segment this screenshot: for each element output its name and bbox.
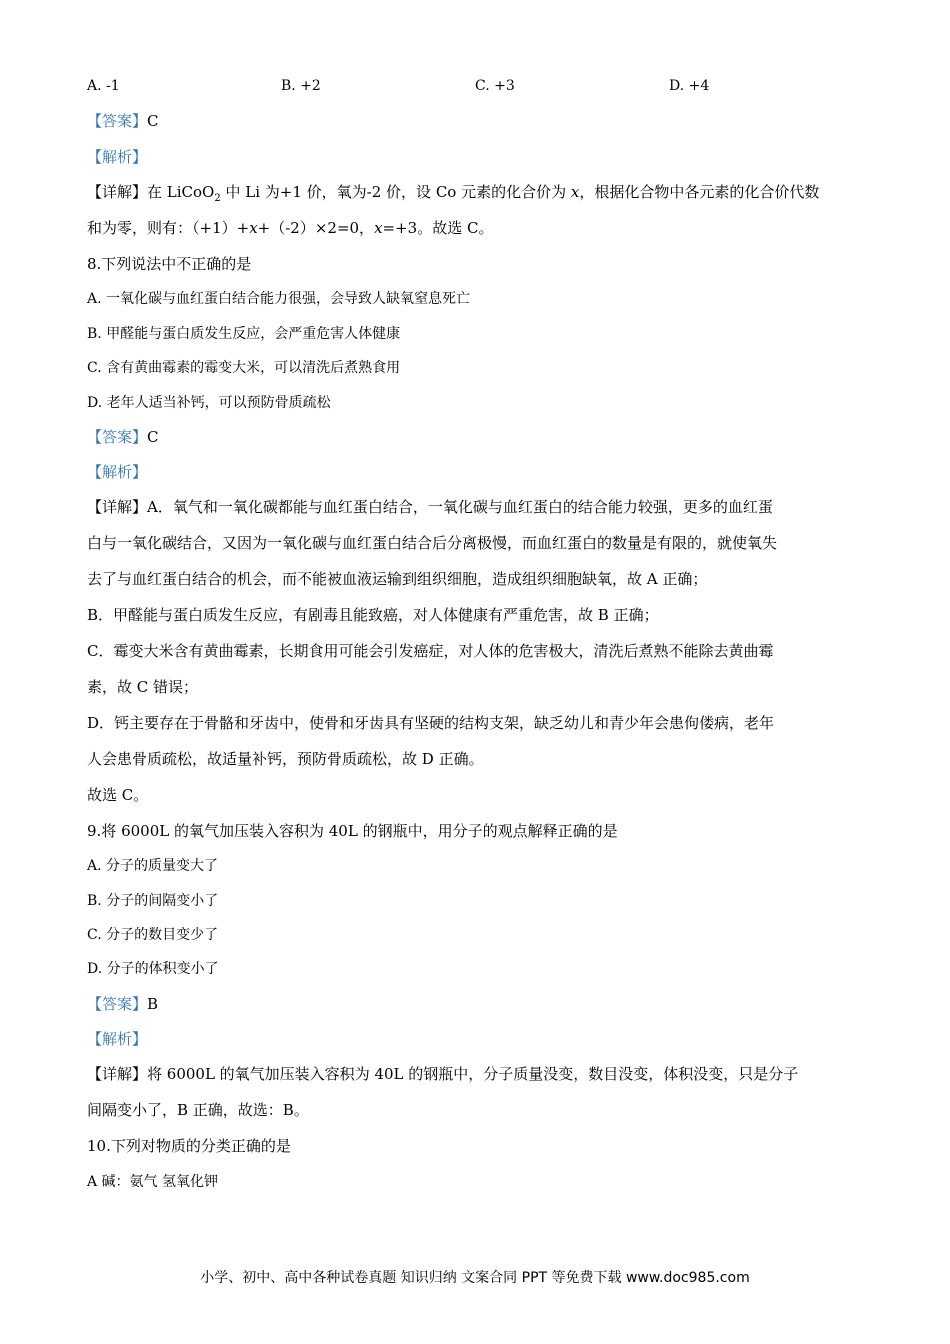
detail-text: 将 6000L 的氧气加压装入容积为 40L 的钢瓶中，分子质量没变，数目没变，体积没变，只是分子 xyxy=(147,1065,799,1083)
q8-detail-line-1 xyxy=(87,497,773,517)
q8-detail-line-5: C．霉变大米含有黄曲霉素，长期食用可能会引发癌症，对人体的危害极大，清洗后煮熟不能除去黄曲霉 xyxy=(87,642,774,660)
q8-conclusion: 故选 C。 xyxy=(87,786,149,804)
q7-choice-c: C. +3 xyxy=(475,78,515,94)
q8-detail-line-4: B．甲醛能与蛋白质发生反应，有剧毒且能致癌，对人体健康有严重危害，故 B 正确； xyxy=(87,606,659,624)
q8-option-c: C. 含有黄曲霉素的霉变大米，可以清洗后煮熟食用 xyxy=(87,360,401,376)
q8-detail-line-3: 去了与血红蛋白结合的机会，而不能被血液运输到组织细胞，造成组织细胞缺氧，故 A 正确； xyxy=(87,570,708,588)
detail-text: 中 Li 为+1 价，氧为-2 价，设 Co 元素的化合价为 xyxy=(220,183,571,201)
q9-detail-line-1 xyxy=(87,1064,798,1084)
detail-tag: 【详解】 xyxy=(87,183,148,201)
variable-x: x xyxy=(249,219,258,237)
q7-analysis-tag: 【解析】 xyxy=(87,148,148,166)
q8-option-d: D. 老年人适当补钙，可以预防骨质疏松 xyxy=(87,395,331,411)
q9-option-c: C. 分子的数目变少了 xyxy=(87,927,219,943)
q10-stem: 10.下列对物质的分类正确的是 xyxy=(87,1137,291,1155)
q9-answer xyxy=(87,994,158,1014)
detail-text: =+3。故选 C。 xyxy=(382,219,494,237)
answer-value: B xyxy=(147,995,159,1013)
answer-tag: 【答案】 xyxy=(87,112,148,130)
page-footer: 小学、初中、高中各种试卷真题 知识归纳 文案合同 PPT 等免费下载 www.doc985.com xyxy=(200,1270,750,1286)
q8-answer xyxy=(87,427,159,447)
q9-detail-line-2: 间隔变小了，B 正确，故选：B。 xyxy=(87,1101,309,1119)
q9-option-b: B. 分子的间隔变小了 xyxy=(87,893,219,909)
answer-value: C xyxy=(147,112,159,130)
q8-analysis-tag: 【解析】 xyxy=(87,463,148,481)
detail-text: A．氧气和一氧化碳都能与血红蛋白结合，一氧化碳与血红蛋白的结合能力较强，更多的血红蛋 xyxy=(147,498,773,516)
variable-x: x xyxy=(374,219,383,237)
q8-detail-line-6: 素，故 C 错误； xyxy=(87,678,199,696)
q8-option-a: A. 一氧化碳与血红蛋白结合能力很强，会导致人缺氧窒息死亡 xyxy=(87,291,471,307)
q7-choice-d: D. +4 xyxy=(669,78,710,94)
q8-option-b: B. 甲醛能与蛋白质发生反应，会严重危害人体健康 xyxy=(87,326,401,342)
q7-choice-b: B. +2 xyxy=(281,78,321,94)
q7-detail-line-1 xyxy=(87,182,819,209)
q8-stem: 8.下列说法中不正确的是 xyxy=(87,255,252,273)
detail-text: +（-2）×2=0， xyxy=(257,219,375,237)
q9-option-a: A. 分子的质量变大了 xyxy=(87,858,219,874)
q7-detail-line-2 xyxy=(87,218,493,238)
answer-tag: 【答案】 xyxy=(87,428,148,446)
answer-tag: 【答案】 xyxy=(87,995,148,1013)
q8-detail-line-8: 人会患骨质疏松，故适量补钙，预防骨质疏松，故 D 正确。 xyxy=(87,750,484,768)
q9-stem: 9.将 6000L 的氧气加压装入容积为 40L 的钢瓶中，用分子的观点解释正确的是 xyxy=(87,822,618,840)
answer-value: C xyxy=(147,428,159,446)
q9-option-d: D. 分子的体积变小了 xyxy=(87,961,219,977)
q8-detail-line-7: D．钙主要存在于骨骼和牙齿中，使骨和牙齿具有坚硬的结构支架，缺乏幼儿和青少年会患佝偻病，老年 xyxy=(87,714,775,732)
q10-option-a: A 碱：氨气 氢氧化钾 xyxy=(87,1174,219,1190)
detail-tag: 【详解】 xyxy=(87,1065,148,1083)
subscript: 2 xyxy=(214,193,221,204)
q9-analysis-tag: 【解析】 xyxy=(87,1030,148,1048)
detail-text: ，根据化合物中各元素的化合价代数 xyxy=(579,183,820,201)
detail-tag: 【详解】 xyxy=(87,498,148,516)
q7-choice-a: A. -1 xyxy=(87,78,120,94)
detail-text: 和为零，则有：（+1）+ xyxy=(87,219,250,237)
variable-x: x xyxy=(570,183,580,201)
q7-answer xyxy=(87,111,159,131)
detail-text: 在 LiCoO xyxy=(147,183,215,201)
q8-detail-line-2: 白与一氧化碳结合，又因为一氧化碳与血红蛋白结合后分离极慢，而血红蛋白的数量是有限的，就使氧失 xyxy=(87,534,778,552)
